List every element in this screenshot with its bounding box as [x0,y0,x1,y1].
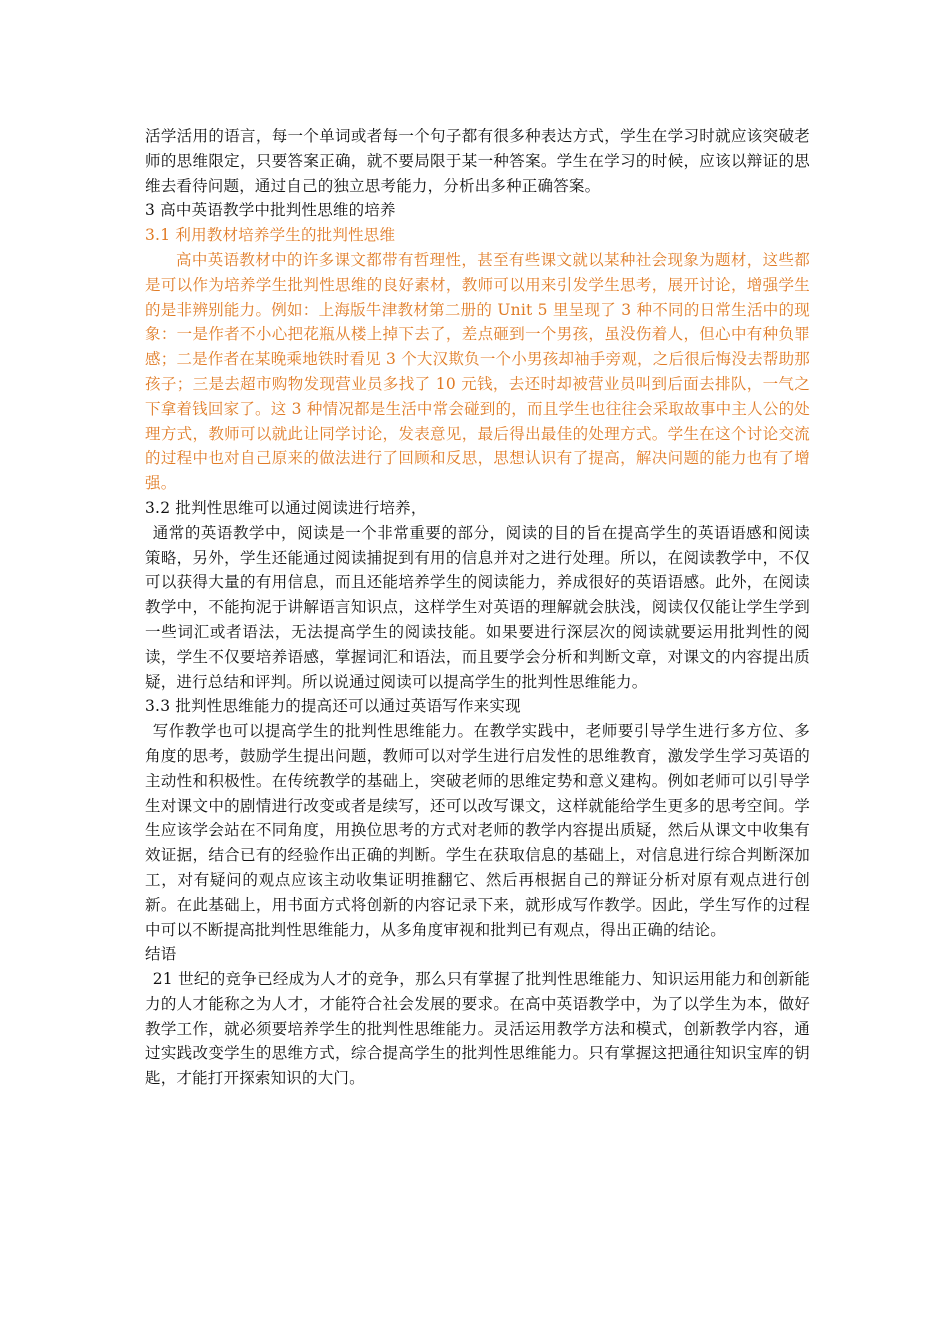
conclusion-heading: 结语 [145,945,177,964]
section-3-heading: 3 高中英语教学中批判性思维的培养 [145,201,396,220]
conclusion-body: 21 世纪的竞争已经成为人才的竞争，那么只有掌握了批判性思维能力、知识运用能力和创新能力的人才能称之为人才，才能符合社会发展的要求。在高中英语教学中，为了以学生为本，做好教学工作，就必须要培养学生的批判性思维能力。灵活运用教学方法和模式，创新教学内容，通过实践改变学生的思维方式，综合提高学生的批判性思维能力。只有掌握这把通往知识宝库的钥匙，才能打开探索知识的大门。 [145,970,810,1088]
section-3-1-body: 高中英语教材中的许多课文都带有哲理性，甚至有些课文就以某种社会现象为题材，这些都是可以作为培养学生批判性思维的良好素材，教师可以用来引发学生思考，展开讨论，增强学生的是非辨别能力。例如：上海版牛津教材第二册的 Unit 5 里呈现了 3 种不同的日常生活中的现象：一是作者不小心把花瓶从楼上掉下去了，差点砸到一个男孩，虽没伤着人，但心中有种负罪感；二是作者在某晚乘地铁时看见 3 个大汉欺负一个小男孩却袖手旁观，之后很后悔没去帮助那孩子；三是去超市购物发现营业员多找了 10 元钱，去还时却被营业员叫到后面去排队，一气之下拿着钱回家了。这 3 种情况都是生活中常会碰到的，而且学生也往往会采取故事中主人公的处理方式，教师可以就此让同学讨论，发表意见，最后得出最佳的处理方式。学生在这个讨论交流的过程中也对自己原来的做法进行了回顾和反思，思想认识有了提高，解决问题的能力也有了增强。 [145,250,810,493]
intro-paragraph: 活学活用的语言，每一个单词或者每一个句子都有很多种表达方式，学生在学习时就应该突破老师的思维限定，只要答案正确，就不要局限于某一种答案。学生在学习的时候，应该以辩证的思维去看待问题，通过自己的独立思考能力，分析出多种正确答案。 [145,127,810,195]
section-3-1-heading: 3.1 利用教材培养学生的批判性思维 [145,226,396,245]
section-3-2-heading: 3.2 批判性思维可以通过阅读进行培养， [145,498,427,517]
section-3-3-body: 写作教学也可以提高学生的批判性思维能力。在教学实践中，老师要引导学生进行多方位、多角度的思考，鼓励学生提出问题，教师可以对学生进行启发性的思维教育，激发学生学习英语的主动性和积极性。在传统教学的基础上，突破老师的思维定势和意义建构。例如老师可以引导学生对课文中的剧情进行改变或者是续写，还可以改写课文，这样就能给学生更多的思考空间。学生应该学会站在不同角度，用换位思考的方式对老师的教学内容提出质疑，然后从课文中收集有效证据，结合已有的经验作出正确的判断。学生在获取信息的基础上，对信息进行综合判断深加工，对有疑问的观点应该主动收集证明推翻它、然后再根据自己的辩证分析对原有观点进行创新。在此基础上，用书面方式将创新的内容记录下来，就形成写作教学。因此，学生写作的过程中可以不断提高批判性思维能力，从多角度审视和批判已有观点，得出正确的结论。 [145,722,810,939]
section-3-2-body: 通常的英语教学中，阅读是一个非常重要的部分，阅读的目的旨在提高学生的英语语感和阅读策略，另外，学生还能通过阅读捕捉到有用的信息并对之进行处理。所以，在阅读教学中，不仅可以获得大量的有用信息，而且还能培养学生的阅读能力，养成很好的英语语感。此外，在阅读教学中，不能拘泥于讲解语言知识点，这样学生对英语的理解就会肤浅，阅读仅仅能让学生学到一些词汇或者语法，无法提高学生的阅读技能。如果要进行深层次的阅读就要运用批判性的阅读，学生不仅要培养语感，掌握词汇和语法，而且要学会分析和判断文章，对课文的内容提出质疑，进行总结和评判。所以说通过阅读可以提高学生的批判性思维能力。 [145,523,810,691]
document-page [145,124,810,1091]
section-3-3-heading: 3.3 批判性思维能力的提高还可以通过英语写作来实现 [145,697,521,716]
